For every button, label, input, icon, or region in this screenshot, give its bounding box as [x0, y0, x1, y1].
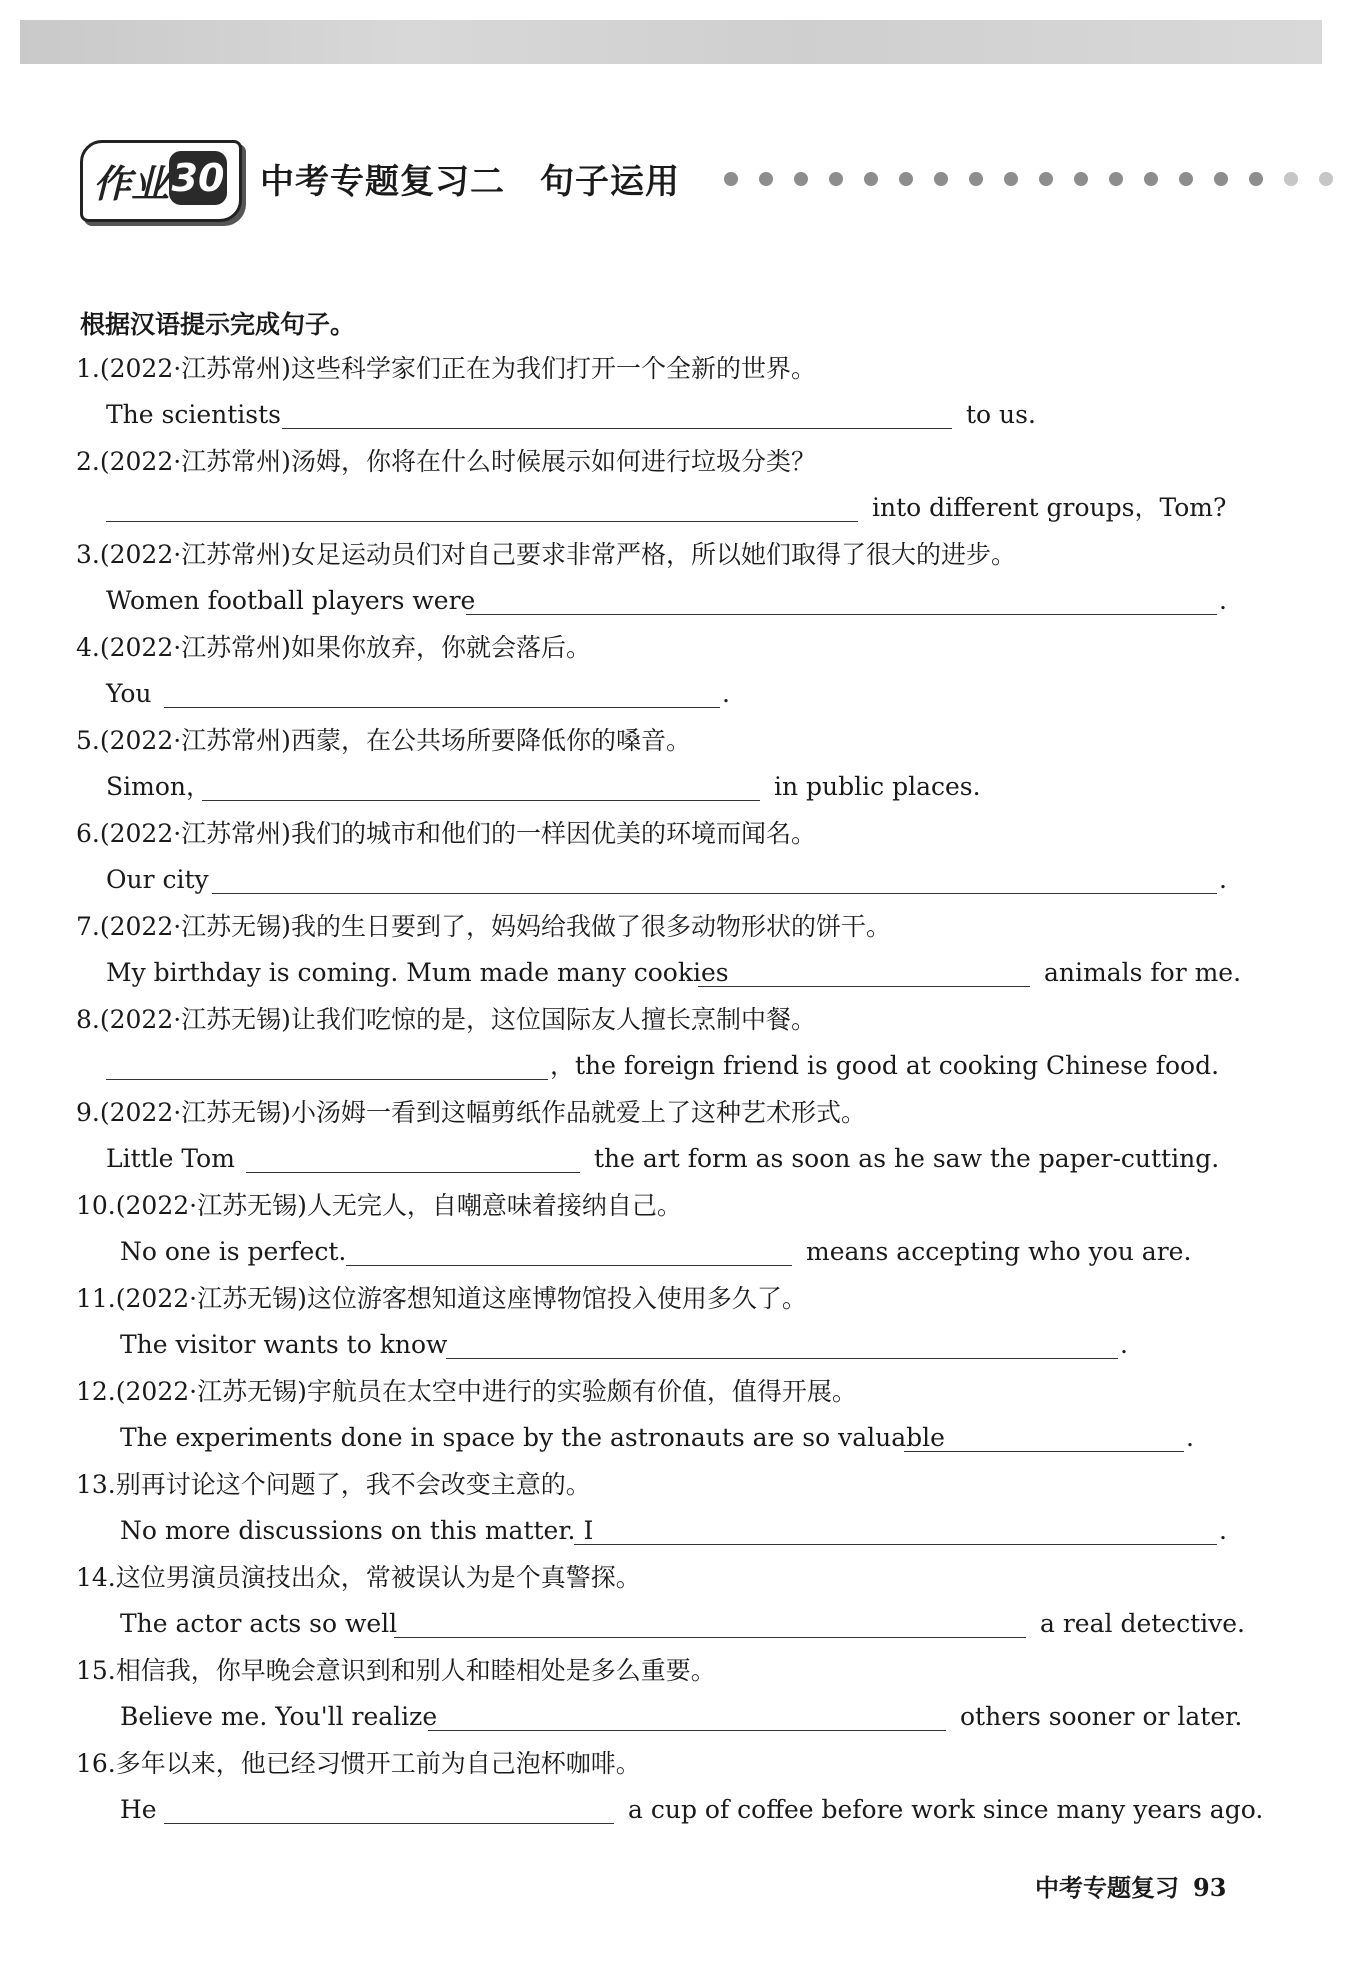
question-chinese: 女足运动员们对自己要求非常严格，所以她们取得了很大的进步。: [290, 540, 1016, 569]
question-number: 1.: [76, 354, 100, 383]
answer-suffix: to us.: [966, 400, 1036, 429]
instruction: 根据汉语提示完成句子。: [80, 310, 356, 339]
page-footer: [1035, 1868, 1226, 1903]
question-source: (2022·江苏常州): [99, 633, 291, 662]
question-chinese: 小汤姆一看到这幅剪纸作品就爱上了这种艺术形式。: [290, 1098, 866, 1127]
question-chinese: 这些科学家们正在为我们打开一个全新的世界。: [290, 354, 816, 383]
question-chinese: 多年以来，他已经习惯开工前为自己泡杯咖啡。: [115, 1749, 641, 1778]
answer-suffix: means accepting who you are.: [806, 1237, 1192, 1266]
answer-suffix: in public places.: [774, 772, 981, 801]
question-source: (2022·江苏常州): [99, 819, 291, 848]
question-source: (2022·江苏无锡): [115, 1377, 307, 1406]
question-prompt: [76, 356, 816, 381]
answer-suffix: .: [1219, 586, 1227, 615]
question-number: 2.: [76, 447, 100, 476]
question-prompt: [76, 1658, 716, 1683]
question-prompt: [76, 1193, 682, 1218]
answer-blank[interactable]: [574, 1544, 1217, 1545]
question-prompt: [76, 1472, 591, 1497]
question-chinese: 宇航员在太空中进行的实验颇有价值，值得开展。: [306, 1377, 857, 1406]
question-chinese: 这位游客想知道这座博物馆投入使用多久了。: [306, 1284, 807, 1313]
dot: [1074, 172, 1088, 186]
answer-suffix: ，the foreign friend is good at cooking Chinese food.: [550, 1051, 1220, 1080]
question-number: 14.: [76, 1563, 116, 1592]
answer-blank[interactable]: [346, 1265, 792, 1266]
answer-suffix: into different groups，Tom?: [872, 493, 1227, 522]
question-number: 3.: [76, 540, 100, 569]
answer-blank[interactable]: [466, 614, 1217, 615]
question-chinese: 我们的城市和他们的一样因优美的环境而闻名。: [290, 819, 816, 848]
answer-prefix: Simon，: [106, 772, 211, 801]
question-source: (2022·江苏无锡): [99, 1098, 291, 1127]
answer-blank[interactable]: [164, 1823, 614, 1824]
decorative-dot-line: [724, 172, 1324, 188]
answer-prefix: Women football players were: [106, 586, 476, 615]
question-prompt: [76, 821, 816, 846]
dot: [794, 172, 808, 186]
question-number: 11.: [76, 1284, 116, 1313]
question-prompt: [76, 449, 816, 474]
top-scan-band: [20, 20, 1322, 64]
answer-prefix: Believe me. You'll realize: [120, 1702, 438, 1731]
question-chinese: 西蒙，在公共场所要降低你的嗓音。: [290, 726, 691, 755]
question-prompt: [76, 728, 691, 753]
dot: [1039, 172, 1053, 186]
page-header: [80, 140, 1330, 220]
answer-suffix: .: [1120, 1330, 1128, 1359]
dot: [899, 172, 913, 186]
answer-prefix: My birthday is coming. Mum made many cookies: [106, 958, 729, 987]
badge-word: 作业: [93, 162, 170, 206]
answer-suffix: .: [722, 679, 730, 708]
answer-prefix: No more discussions on this matter. I: [120, 1516, 594, 1545]
answer-prefix: Little Tom: [106, 1144, 235, 1173]
answer-prefix: The visitor wants to know: [120, 1330, 448, 1359]
answer-suffix: animals for me.: [1044, 958, 1242, 987]
dot: [724, 172, 738, 186]
question-chinese: 人无完人，自嘲意味着接纳自己。: [306, 1191, 682, 1220]
answer-suffix: others sooner or later.: [960, 1702, 1243, 1731]
dot: [829, 172, 843, 186]
answer-blank[interactable]: [106, 521, 858, 522]
answer-prefix: You: [106, 679, 152, 708]
question-prompt: [76, 1286, 807, 1311]
answer-blank[interactable]: [698, 986, 1030, 987]
question-source: (2022·江苏常州): [99, 447, 291, 476]
answer-suffix: the art form as soon as he saw the paper-cutting.: [594, 1144, 1220, 1173]
question-source: (2022·江苏常州): [99, 354, 291, 383]
page-number: 93: [1193, 1873, 1227, 1902]
dot: [969, 172, 983, 186]
answer-prefix: The experiments done in space by the astronauts are so valuable: [120, 1423, 945, 1452]
question-prompt: [76, 542, 1016, 567]
question-number: 7.: [76, 912, 100, 941]
question-source: (2022·江苏无锡): [99, 912, 291, 941]
homework-badge: [80, 140, 242, 222]
dot: [1319, 172, 1333, 186]
dot: [1284, 172, 1298, 186]
answer-blank[interactable]: [202, 800, 760, 801]
question-chinese: 让我们吃惊的是，这位国际友人擅长烹制中餐。: [290, 1005, 816, 1034]
dot: [1179, 172, 1193, 186]
question-prompt: [76, 1565, 641, 1590]
question-source: (2022·江苏无锡): [99, 1005, 291, 1034]
question-prompt: [76, 1751, 641, 1776]
answer-blank[interactable]: [164, 707, 720, 708]
dot: [864, 172, 878, 186]
answer-prefix: The scientists: [106, 400, 281, 429]
question-number: 16.: [76, 1749, 116, 1778]
answer-prefix: No one is perfect.: [120, 1237, 347, 1266]
dot: [1249, 172, 1263, 186]
question-chinese: 这位男演员演技出众，常被误认为是个真警探。: [115, 1563, 641, 1592]
question-chinese: 相信我，你早晚会意识到和别人和睦相处是多么重要。: [115, 1656, 716, 1685]
question-number: 12.: [76, 1377, 116, 1406]
answer-blank[interactable]: [446, 1358, 1118, 1359]
answer-blank[interactable]: [904, 1451, 1184, 1452]
dot: [759, 172, 773, 186]
question-prompt: [76, 1100, 866, 1125]
question-number: 4.: [76, 633, 100, 662]
question-prompt: [76, 914, 891, 939]
question-chinese: 别再讨论这个问题了，我不会改变主意的。: [115, 1470, 591, 1499]
answer-suffix: a real detective.: [1040, 1609, 1245, 1638]
question-number: 5.: [76, 726, 100, 755]
badge-number: 30: [169, 151, 227, 205]
question-chinese: 如果你放弃，你就会落后。: [290, 633, 591, 662]
answer-suffix: .: [1219, 865, 1227, 894]
question-source: (2022·江苏常州): [99, 540, 291, 569]
answer-blank[interactable]: [394, 1637, 1026, 1638]
question-source: (2022·江苏常州): [99, 726, 291, 755]
question-number: 9.: [76, 1098, 100, 1127]
dot: [1109, 172, 1123, 186]
answer-blank[interactable]: [282, 428, 952, 429]
answer-blank[interactable]: [106, 1079, 548, 1080]
answer-prefix: Our city: [106, 865, 209, 894]
answer-prefix: The actor acts so well: [120, 1609, 398, 1638]
question-chinese: 汤姆，你将在什么时候展示如何进行垃圾分类？: [290, 447, 816, 476]
dot: [1214, 172, 1228, 186]
dot: [934, 172, 948, 186]
answer-blank[interactable]: [246, 1172, 580, 1173]
question-chinese: 我的生日要到了，妈妈给我做了很多动物形状的饼干。: [290, 912, 891, 941]
question-source: (2022·江苏无锡): [115, 1284, 307, 1313]
question-number: 15.: [76, 1656, 116, 1685]
dot: [1144, 172, 1158, 186]
question-number: 6.: [76, 819, 100, 848]
question-number: 13.: [76, 1470, 116, 1499]
question-prompt: [76, 1379, 857, 1404]
answer-suffix: .: [1219, 1516, 1227, 1545]
answer-prefix: He: [120, 1795, 157, 1824]
answer-suffix: .: [1186, 1423, 1194, 1452]
dot: [1004, 172, 1018, 186]
question-prompt: [76, 635, 591, 660]
answer-suffix: a cup of coffee before work since many years ago.: [628, 1795, 1264, 1824]
page-title: 中考专题复习二 句子运用: [260, 162, 680, 202]
answer-blank[interactable]: [428, 1730, 946, 1731]
question-number: 10.: [76, 1191, 116, 1220]
footer-label: 中考专题复习: [1035, 1874, 1179, 1902]
answer-blank[interactable]: [212, 893, 1217, 894]
question-source: (2022·江苏无锡): [115, 1191, 307, 1220]
question-prompt: [76, 1007, 816, 1032]
question-number: 8.: [76, 1005, 100, 1034]
